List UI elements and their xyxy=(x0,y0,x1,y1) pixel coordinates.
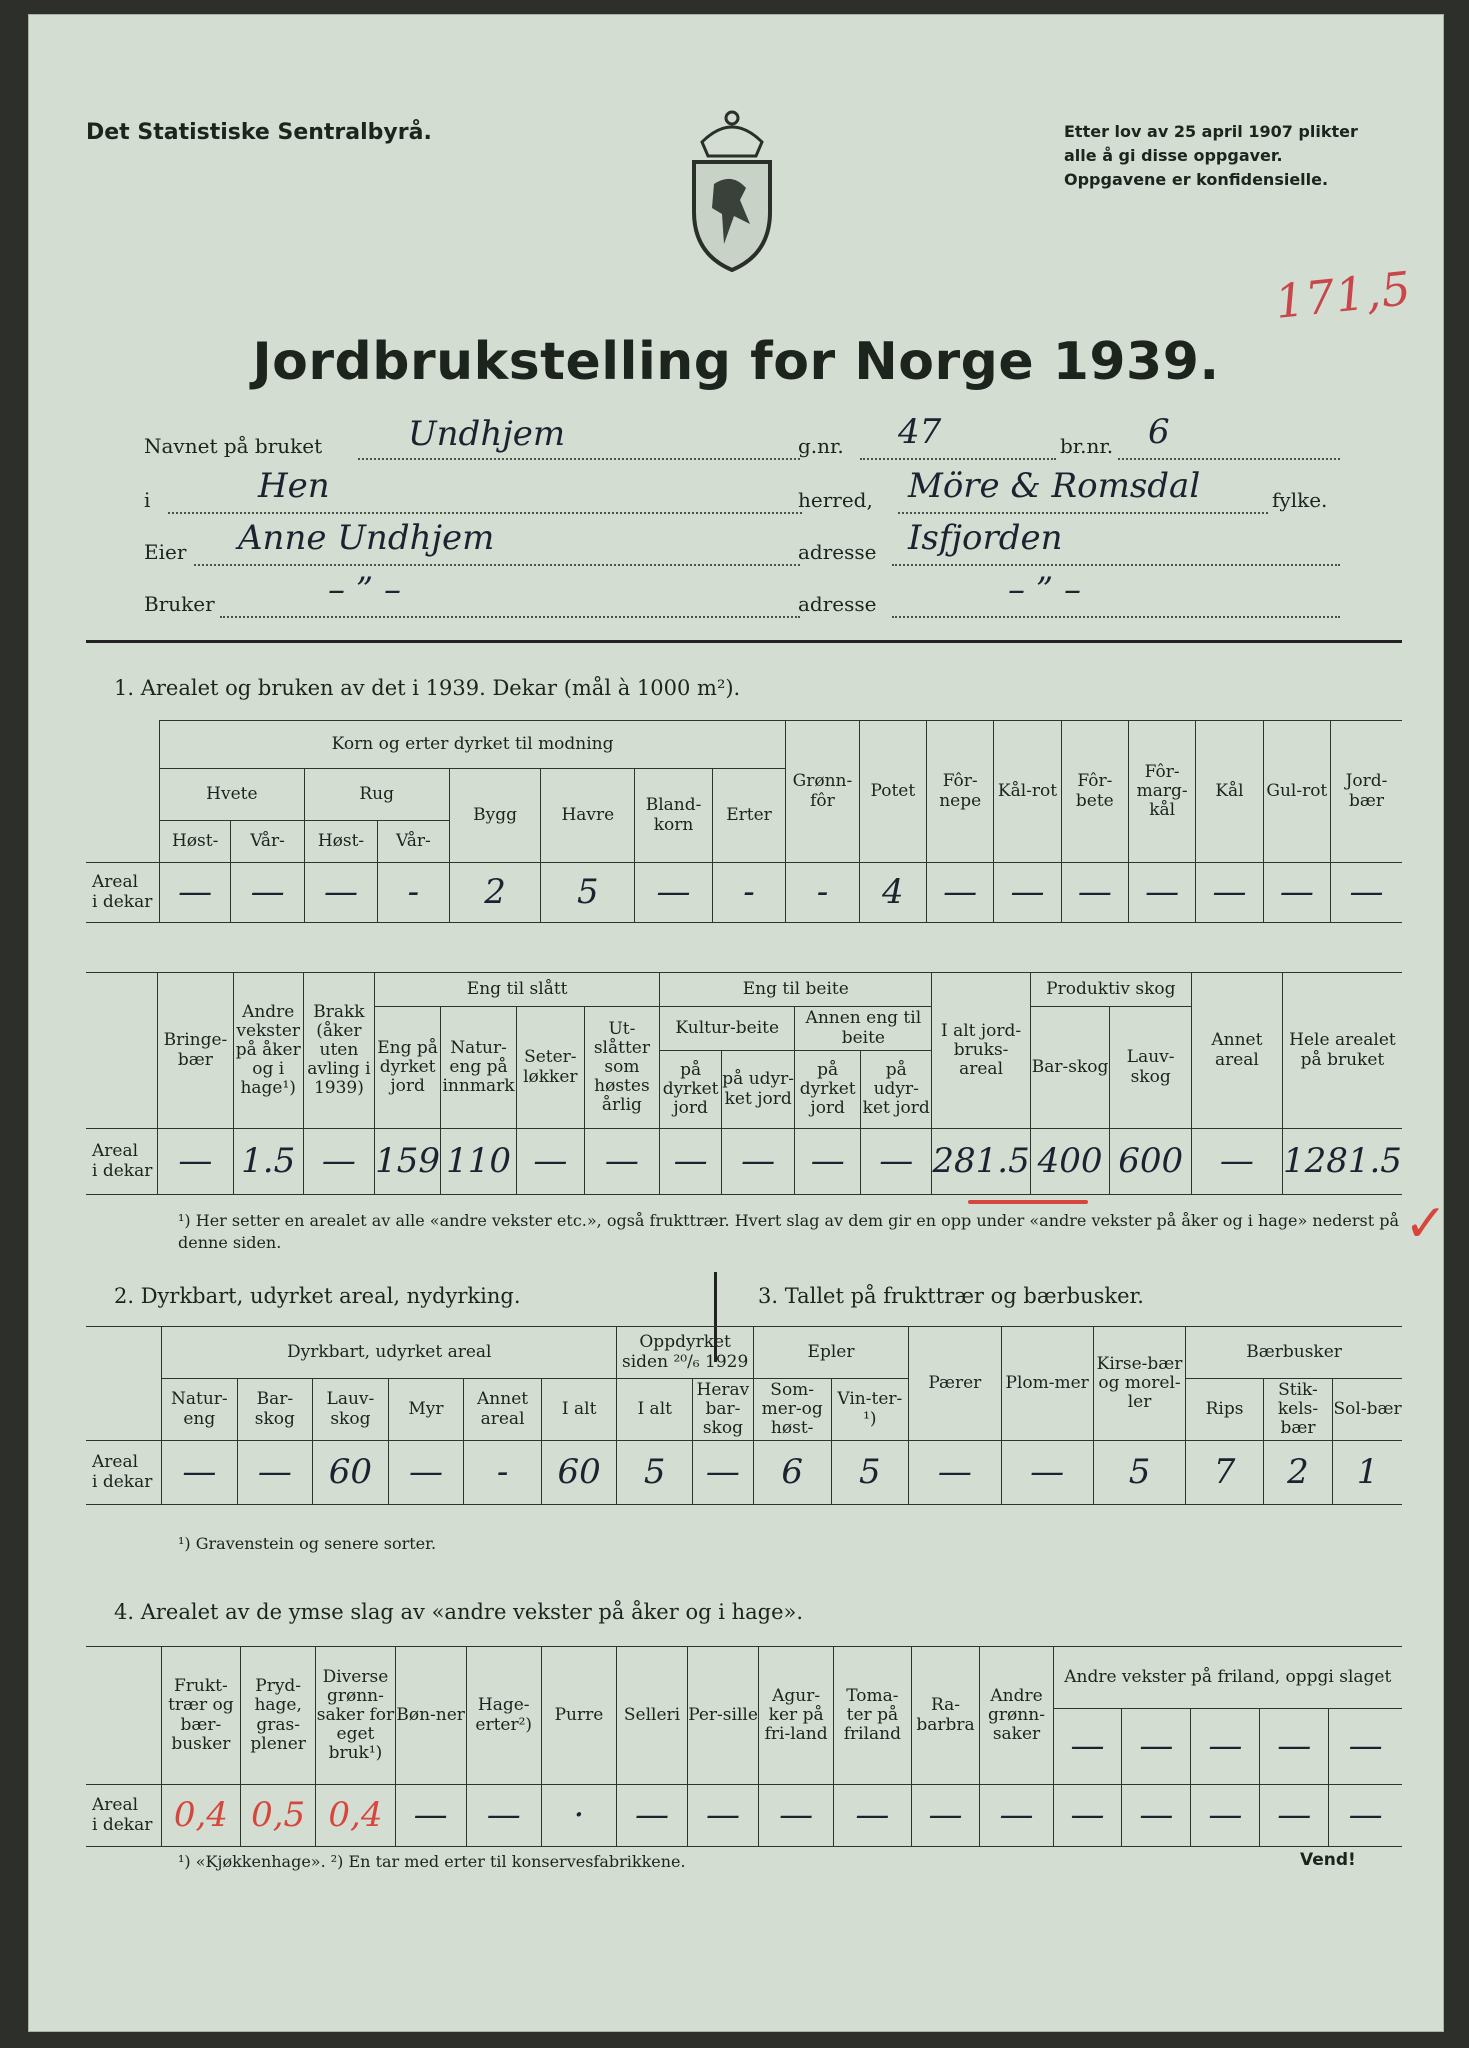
brnr-line xyxy=(1118,458,1340,460)
blank-corner xyxy=(86,1327,162,1441)
cell-value[interactable]: — xyxy=(660,1129,722,1195)
label-user-address: adresse xyxy=(798,592,877,616)
oats-header: Havre xyxy=(541,769,635,863)
col-header: Myr xyxy=(388,1379,464,1441)
row-label-line2: i dekar xyxy=(92,891,153,912)
label-herred: herred, xyxy=(798,488,873,512)
red-underline-mark xyxy=(968,1200,1088,1204)
col-header: Sol-bær xyxy=(1333,1379,1402,1441)
label-fylke: fylke. xyxy=(1272,488,1328,512)
cell-value[interactable]: — xyxy=(1329,1709,1402,1785)
legal-notice-line3: Oppgavene er konfidensielle. xyxy=(1064,170,1329,189)
col-header: Toma-ter på friland xyxy=(834,1647,911,1785)
user-value[interactable]: – ” – xyxy=(328,570,401,610)
user-address-value[interactable]: – ” – xyxy=(1008,570,1081,610)
col-header: I alt jord-bruks-areal xyxy=(932,973,1030,1129)
row-label-line1: Areal xyxy=(92,1795,139,1816)
col-header: Purre xyxy=(541,1647,616,1785)
owner-address-line xyxy=(892,564,1340,566)
cell-value[interactable]: — xyxy=(516,1129,584,1195)
cell-value[interactable]: — xyxy=(1122,1709,1191,1785)
cell-value[interactable]: — xyxy=(1260,1785,1329,1847)
row-label-area xyxy=(86,1129,158,1195)
brnr-value[interactable]: 6 xyxy=(1148,412,1170,452)
col-header: på dyrket jord xyxy=(660,1051,722,1129)
red-check-mark: ✓ xyxy=(1404,1194,1448,1254)
cell-value[interactable]: — xyxy=(1053,1709,1122,1785)
cell-value[interactable]: — xyxy=(1263,863,1330,923)
cell-value[interactable]: - xyxy=(464,1441,542,1505)
cell-value[interactable]: — xyxy=(303,1129,375,1195)
cell-value[interactable]: 4 xyxy=(859,863,926,923)
section3-footnote: ¹) Gravenstein og senere sorter. xyxy=(178,1534,437,1553)
col-header: Natur-eng på innmark xyxy=(441,1007,517,1129)
cell-value[interactable]: 600 xyxy=(1110,1129,1192,1195)
cell-value[interactable]: — xyxy=(759,1785,834,1847)
cell-value[interactable]: 60 xyxy=(541,1441,617,1505)
farm-name-line xyxy=(358,458,800,460)
rye-autumn-header: Høst- xyxy=(304,821,377,863)
col-header: Eng på dyrket jord xyxy=(375,1007,441,1129)
col-header: Plom-mer xyxy=(1001,1327,1093,1441)
divider xyxy=(86,640,1402,643)
section4-footnote: ¹) «Kjøkkenhage». ²) En tar med erter til konservesfabrikkene. xyxy=(178,1852,686,1871)
row-label-area xyxy=(86,1441,162,1505)
cell-value[interactable]: 60 xyxy=(313,1441,389,1505)
col-header: Pryd-hage, gras-plener xyxy=(241,1647,316,1785)
cell-value[interactable]: — xyxy=(635,863,713,923)
municipality-line xyxy=(168,512,802,514)
col-header: Fôr-bete xyxy=(1061,721,1128,863)
col-header: Lauv-skog xyxy=(313,1379,389,1441)
cell-value[interactable]: — xyxy=(158,1129,234,1195)
section1-footnote: ¹) Her setter en arealet av alle «andre vekster etc.», også frukttrær. Hvert slag av dem gir en opp under «andre vekster på åker og i hage» nederst på denne siden. xyxy=(178,1211,1400,1252)
cell-value[interactable]: — xyxy=(1001,1441,1093,1505)
cell-value[interactable]: — xyxy=(980,1785,1053,1847)
cell-value[interactable]: — xyxy=(911,1785,980,1847)
row-label-line1: Areal xyxy=(92,1452,139,1473)
row-label-area xyxy=(86,863,159,923)
cell-value[interactable]: — xyxy=(994,863,1061,923)
turn-over-note: Vend! xyxy=(1300,1850,1356,1870)
cell-value[interactable]: 5 xyxy=(831,1441,909,1505)
col-header: Frukt-trær og bær-busker xyxy=(161,1647,240,1785)
rye-header: Rug xyxy=(304,769,449,821)
form-sheet xyxy=(28,14,1448,2032)
gnr-value[interactable]: 47 xyxy=(898,412,942,452)
cell-value[interactable]: — xyxy=(1122,1785,1191,1847)
cell-value[interactable]: — xyxy=(466,1785,541,1847)
cell-value[interactable]: — xyxy=(237,1441,313,1505)
mixed-grain-header: Bland-korn xyxy=(635,769,713,863)
county-value[interactable]: Möre & Romsdal xyxy=(908,466,1201,506)
cell-value[interactable]: — xyxy=(1260,1709,1329,1785)
col-header: Potet xyxy=(859,721,926,863)
cell-value[interactable]: - xyxy=(378,863,449,923)
meadow-mowing-header: Eng til slått xyxy=(375,973,660,1007)
col-header: Som-mer-og høst- xyxy=(753,1379,831,1441)
cell-value[interactable]: 5 xyxy=(541,863,635,923)
col-header: Herav bar-skog xyxy=(692,1379,753,1441)
cell-value[interactable]: 110 xyxy=(441,1129,517,1195)
gnr-line xyxy=(860,458,1056,460)
section3-heading: 3. Tallet på frukttrær og bærbusker. xyxy=(758,1284,1144,1308)
col-header: Bar-skog xyxy=(1030,1007,1110,1129)
cell-value[interactable]: — xyxy=(909,1441,1001,1505)
col-header: Grønn-fôr xyxy=(786,721,859,863)
cell-value[interactable]: 2 xyxy=(449,863,541,923)
col-header: Annet areal xyxy=(1191,973,1282,1129)
cell-value[interactable]: — xyxy=(1191,1129,1282,1195)
cell-value[interactable]: — xyxy=(1129,863,1196,923)
col-header: Kål xyxy=(1196,721,1263,863)
col-header: Pærer xyxy=(909,1327,1001,1441)
cell-value[interactable]: · xyxy=(541,1785,616,1847)
col-header: I alt xyxy=(617,1379,693,1441)
municipality-value[interactable]: Hen xyxy=(258,466,330,506)
label-owner-address: adresse xyxy=(798,540,877,564)
row-label-line1: Areal xyxy=(92,1141,139,1162)
cell-value[interactable]: 0,5 xyxy=(241,1785,316,1847)
label-user: Bruker xyxy=(144,592,215,616)
col-header: I alt xyxy=(541,1379,617,1441)
county-line xyxy=(898,512,1268,514)
cell-value[interactable]: 0,4 xyxy=(161,1785,240,1847)
cell-value[interactable]: — xyxy=(162,1441,238,1505)
label-gnr: g.nr. xyxy=(798,434,844,458)
section23-table xyxy=(86,1326,1402,1505)
cell-value[interactable]: 159 xyxy=(375,1129,441,1195)
arable-group-header: Dyrkbart, udyrket areal xyxy=(162,1327,617,1379)
col-header: på udyr-ket jord xyxy=(861,1051,932,1129)
section1-heading: 1. Arealet og bruken av det i 1939. Dekar (mål à 1000 m²). xyxy=(114,676,741,700)
label-owner: Eier xyxy=(144,540,187,564)
forest-header: Produktiv skog xyxy=(1030,973,1191,1007)
cell-value[interactable]: 2 xyxy=(1263,1441,1332,1505)
other-outdoor-header: Andre vekster på friland, oppgi slaget xyxy=(1053,1647,1402,1709)
col-header: på dyrket jord xyxy=(795,1051,861,1129)
grain-group-header: Korn og erter dyrket til modning xyxy=(159,721,785,769)
meadow-grazing-header: Eng til beite xyxy=(660,973,932,1007)
cell-value[interactable]: 5 xyxy=(617,1441,693,1505)
col-header: Kål-rot xyxy=(994,721,1061,863)
barley-header: Bygg xyxy=(449,769,541,863)
cell-value[interactable]: — xyxy=(231,863,304,923)
label-farm-name: Navnet på bruket xyxy=(144,434,323,458)
row-label-area xyxy=(86,1785,161,1847)
col-header: Ut-slåtter som høstes årlig xyxy=(584,1007,660,1129)
cell-value[interactable]: — xyxy=(617,1785,688,1847)
col-header: Stik-kels-bær xyxy=(1263,1379,1332,1441)
legal-notice-line2: alle å gi disse oppgaver. xyxy=(1064,146,1283,165)
cell-value[interactable]: - xyxy=(712,863,785,923)
col-header: Brakk (åker uten avling i 1939) xyxy=(303,973,375,1129)
legal-notice-line1: Etter lov av 25 april 1907 plikter xyxy=(1064,122,1358,141)
col-header: Ra-barbra xyxy=(911,1647,980,1785)
whole-area-value[interactable]: 1281.5 xyxy=(1282,1129,1402,1195)
col-header: Rips xyxy=(1186,1379,1264,1441)
cleared-group-header: Oppdyrket siden ²⁰/₆ 1929 xyxy=(617,1327,753,1379)
cell-value[interactable]: — xyxy=(927,863,994,923)
cell-value[interactable]: — xyxy=(722,1129,795,1195)
user-address-line xyxy=(892,616,1340,618)
cell-value[interactable]: — xyxy=(834,1785,911,1847)
col-header: Hage-erter²) xyxy=(466,1647,541,1785)
owner-value[interactable]: Anne Undhjem xyxy=(238,518,495,558)
cell-value[interactable]: 5 xyxy=(1093,1441,1185,1505)
label-in: i xyxy=(144,488,151,512)
col-header: Diverse grønn-saker for eget bruk¹) xyxy=(316,1647,395,1785)
cultivated-pasture-header: Kultur-beite xyxy=(660,1007,795,1051)
wheat-autumn-header: Høst- xyxy=(159,821,230,863)
cell-value[interactable]: — xyxy=(1191,1709,1260,1785)
cell-value[interactable]: 1.5 xyxy=(233,1129,303,1195)
total-agri-value[interactable]: 281.5 xyxy=(932,1129,1030,1195)
col-header: Fôr-nepe xyxy=(927,721,994,863)
col-header: Bar-skog xyxy=(237,1379,313,1441)
col-header: Bringe-bær xyxy=(158,973,234,1129)
section4-table xyxy=(86,1646,1402,1847)
cell-value[interactable]: 1 xyxy=(1333,1441,1402,1505)
wheat-header: Hvete xyxy=(159,769,304,821)
section4-heading: 4. Arealet av de ymse slag av «andre vekster på åker og i hage». xyxy=(114,1600,804,1624)
col-header: Hele arealet på bruket xyxy=(1282,973,1402,1129)
blank-corner xyxy=(86,721,159,863)
margin-note: 171,5 xyxy=(1272,261,1415,329)
section1-table-a xyxy=(86,720,1402,923)
cell-value[interactable]: — xyxy=(1329,1785,1402,1847)
cell-value[interactable]: — xyxy=(304,863,377,923)
cell-value[interactable]: — xyxy=(688,1785,759,1847)
cell-value[interactable]: — xyxy=(1330,863,1402,923)
legal-notice xyxy=(1064,120,1404,192)
wheat-spring-header: Vår- xyxy=(231,821,304,863)
cell-value[interactable]: — xyxy=(692,1441,753,1505)
cell-value[interactable]: — xyxy=(795,1129,861,1195)
row-label-line2: i dekar xyxy=(92,1814,153,1835)
section1-table-b xyxy=(86,972,1402,1195)
col-header: på udyr-ket jord xyxy=(722,1051,795,1129)
cell-value[interactable]: — xyxy=(861,1129,932,1195)
col-header: Gul-rot xyxy=(1263,721,1330,863)
owner-address-value[interactable]: Isfjorden xyxy=(908,518,1063,558)
page-title: Jordbrukstelling for Norge 1939. xyxy=(252,332,1220,392)
cell-value[interactable]: - xyxy=(786,863,859,923)
col-header: Jord-bær xyxy=(1330,721,1402,863)
publisher-name: Det Statistiske Sentralbyrå. xyxy=(86,120,432,145)
row-label-line2: i dekar xyxy=(92,1160,153,1181)
cell-value[interactable]: — xyxy=(1061,863,1128,923)
other-pasture-header: Annen eng til beite xyxy=(795,1007,932,1051)
col-header: Agur-ker på fri-land xyxy=(759,1647,834,1785)
col-header: Annet areal xyxy=(464,1379,542,1441)
coat-of-arms-icon xyxy=(684,104,780,278)
cell-value[interactable]: — xyxy=(1053,1785,1122,1847)
col-header: Natur-eng xyxy=(162,1379,238,1441)
rye-spring-header: Vår- xyxy=(378,821,449,863)
col-header: Kirse-bær og morel-ler xyxy=(1093,1327,1185,1441)
apples-header: Epler xyxy=(753,1327,908,1379)
label-brnr: br.nr. xyxy=(1060,434,1114,458)
berry-bushes-header: Bærbusker xyxy=(1186,1327,1402,1379)
section2-heading: 2. Dyrkbart, udyrket areal, nydyrking. xyxy=(114,1284,521,1308)
col-header: Fôr-marg-kål xyxy=(1129,721,1196,863)
cell-value[interactable]: — xyxy=(388,1441,464,1505)
user-line xyxy=(220,616,800,618)
cell-value[interactable]: 6 xyxy=(753,1441,831,1505)
col-header: Andre vekster på åker og i hage¹) xyxy=(233,973,303,1129)
row-label-line2: i dekar xyxy=(92,1471,153,1492)
col-header: Bøn-ner xyxy=(395,1647,466,1785)
col-header: Vin-ter-¹) xyxy=(831,1379,909,1441)
row-label-line1: Areal xyxy=(92,872,139,893)
cell-value[interactable]: — xyxy=(159,863,230,923)
blank-corner xyxy=(86,973,158,1129)
col-header: Andre grønn-saker xyxy=(980,1647,1053,1785)
col-header: Lauv-skog xyxy=(1110,1007,1192,1129)
cell-value[interactable]: — xyxy=(395,1785,466,1847)
owner-line xyxy=(194,564,800,566)
farm-name-value[interactable]: Undhjem xyxy=(408,414,566,454)
cell-value[interactable]: 0,4 xyxy=(316,1785,395,1847)
cell-value[interactable]: 7 xyxy=(1186,1441,1264,1505)
blank-corner xyxy=(86,1647,161,1785)
cell-value[interactable]: — xyxy=(1191,1785,1260,1847)
cell-value[interactable]: — xyxy=(1196,863,1263,923)
peas-header: Erter xyxy=(712,769,785,863)
cell-value[interactable]: — xyxy=(584,1129,660,1195)
col-header: Seter-løkker xyxy=(516,1007,584,1129)
cell-value[interactable]: 400 xyxy=(1030,1129,1110,1195)
col-header: Selleri xyxy=(617,1647,688,1785)
col-header: Per-sille xyxy=(688,1647,759,1785)
